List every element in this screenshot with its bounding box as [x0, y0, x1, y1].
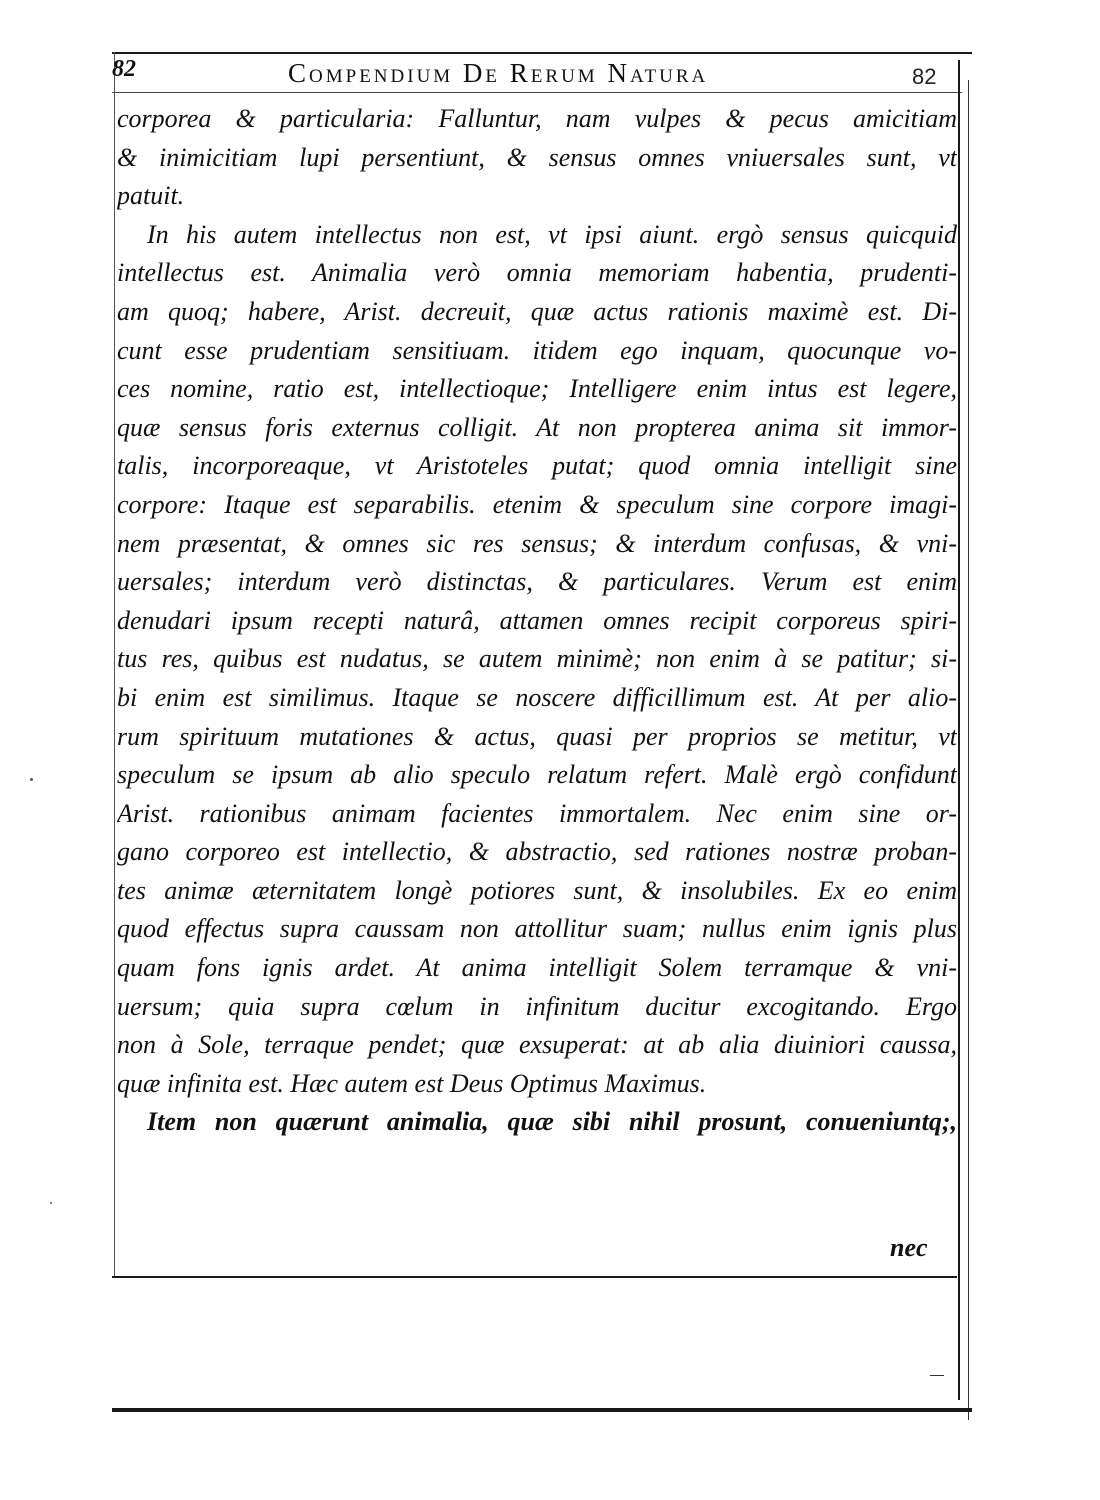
text-line: tus res, quibus est nudatus, se autem minimè; non enim à se patitur; si-: [117, 644, 957, 674]
text-line: rum spirituum mutationes & actus, quasi per proprios se metitur, vt: [117, 721, 957, 751]
text-line: uersales; interdum verò distinctas, & particulares. Verum est enim: [117, 567, 957, 597]
catchword: nec: [890, 1233, 928, 1262]
text-line: talis, incorporeaque, vt Aristoteles putat; quod omnia intelligit sine: [117, 451, 957, 481]
right-outer-rule: [968, 80, 969, 1420]
text-line: corporea & particularia: Falluntur, nam vulpes & pecus amicitiam: [117, 104, 957, 133]
text-line: tes animæ æternitatem longè potiores sunt, & insolubiles. Ex eo enim: [117, 875, 957, 905]
text-line: speculum se ipsum ab alio speculo relatum refert. Malè ergò confidunt: [117, 760, 957, 790]
text-block-bottom-rule: [112, 1276, 957, 1278]
text-line: ces nomine, ratio est, intellectioque; Intelligere enim intus est legere,: [117, 374, 957, 404]
page-bottom-rule: [112, 1408, 972, 1412]
top-rule: [112, 52, 972, 54]
text-line: Item non quærunt animalia, quæ sibi nihil prosunt, conueniuntq;,: [147, 1107, 957, 1137]
text-line: intellectus est. Animalia verò omnia memoriam habentia, prudenti-: [117, 258, 957, 288]
text-line: In his autem intellectus non est, vt ipsi aiunt. ergò sensus quicquid: [147, 219, 957, 249]
text-line: bi enim est similimus. Itaque se noscere difficillimum est. At per alio-: [117, 682, 957, 712]
margin-tick: [930, 1375, 944, 1376]
left-margin-rule: [114, 52, 115, 1278]
text-line: non à Sole, terraque pendet; quæ exsuperat: at ab alia diuiniori caussa,: [117, 1030, 957, 1060]
text-line: gano corporeo est intellectio, & abstractio, sed rationes nostræ proban-: [117, 837, 957, 867]
text-line: denudari ipsum recepti naturâ, attamen omnes recipit corporeus spiri-: [117, 605, 957, 635]
page-header: [110, 56, 960, 92]
text-line: corpore: Itaque est separabilis. etenim & speculum sine corpore imagi-: [117, 489, 957, 519]
text-line: patuit.: [117, 181, 185, 211]
text-line: nem præsentat, & omnes sic res sensus; & interdum confusas, & vni-: [117, 528, 957, 558]
text-line: uersum; quia supra cœlum in infinitum ducitur excogitando. Ergo: [117, 991, 957, 1021]
text-line: quam fons ignis ardet. At anima intelligit Solem terramque & vni-: [117, 953, 957, 983]
ink-speck: [30, 778, 33, 781]
right-margin-rule: [958, 60, 960, 1400]
running-title: Compendium De Rerum Natura: [288, 58, 709, 88]
text-line: & inimicitiam lupi persentiunt, & sensus omnes vniuersales sunt, vt: [117, 142, 957, 172]
body-text: [117, 100, 957, 1142]
text-line: quæ infinita est. Hæc autem est Deus Optimus Maximus.: [117, 1068, 707, 1098]
text-line: quæ sensus foris externus colligit. At non propterea anima sit immor-: [117, 412, 957, 442]
text-line: quod effectus supra caussam non attollitur suam; nullus enim ignis plus: [117, 914, 957, 944]
header-underline: [112, 92, 962, 93]
ink-speck: [50, 1202, 52, 1204]
text-line: am quoq; habere, Arist. decreuit, quæ actus rationis maximè est. Di-: [117, 296, 957, 326]
folio-number-right: 82: [912, 64, 937, 89]
text-line: cunt esse prudentiam sensitiuam. itidem ego inquam, quocunque vo-: [117, 335, 957, 365]
folio-number-left: 82: [112, 56, 136, 82]
text-line: Arist. rationibus animam facientes immortalem. Nec enim sine or-: [117, 798, 957, 828]
